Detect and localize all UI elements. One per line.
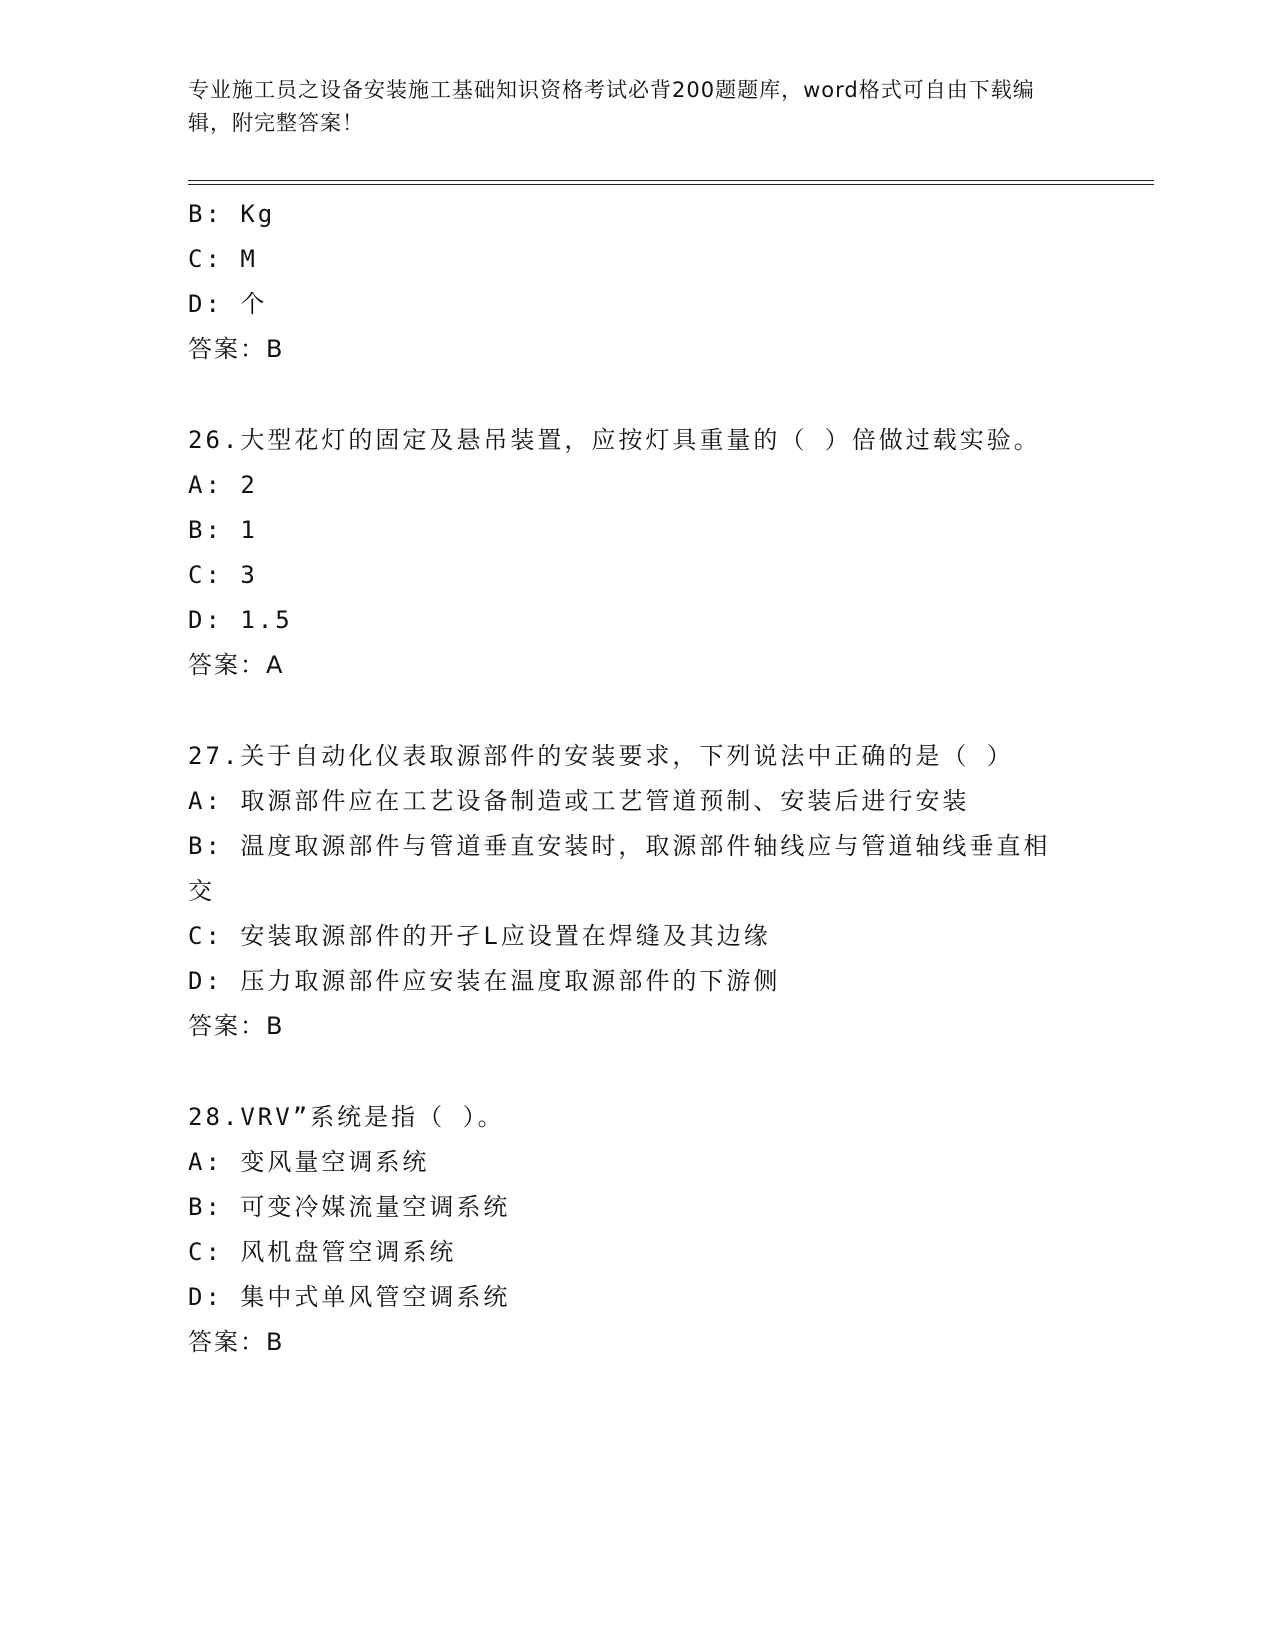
- option-b: B: Kg: [188, 200, 276, 228]
- prev-question-block: [188, 192, 1088, 372]
- option-b: B: 1: [188, 516, 258, 544]
- question-28: [188, 1095, 1088, 1365]
- document-content: [188, 192, 1088, 1365]
- question-26: [188, 418, 1088, 688]
- option-d: D: 个: [188, 290, 268, 318]
- question-27: [188, 734, 1088, 1049]
- answer-line: 答案：B: [188, 1012, 285, 1040]
- answer-line: 答案：B: [188, 335, 285, 363]
- option-a: A: 2: [188, 471, 258, 499]
- option-b: B: 温度取源部件与管道垂直安装时，取源部件轴线应与管道轴线垂直相交: [188, 832, 1051, 905]
- option-c: C: 3: [188, 561, 258, 589]
- question-stem: 26.大型花灯的固定及悬吊装置，应按灯具重量的（ ）倍做过载实验。: [188, 426, 1041, 454]
- option-d: D: 1.5: [188, 606, 293, 634]
- option-c: C: 安装取源部件的开孑L应设置在焊缝及其边缘: [188, 922, 771, 950]
- document-header: 专业施工员之设备安装施工基础知识资格考试必背200题题库，word格式可自由下载编辑，附完整答案！: [188, 78, 1035, 135]
- option-a: A: 变风量空调系统: [188, 1148, 430, 1176]
- answer-line: 答案：B: [188, 1328, 285, 1356]
- option-c: C: M: [188, 245, 258, 273]
- option-d: D: 压力取源部件应安装在温度取源部件的下游侧: [188, 967, 781, 995]
- question-stem: 28.VRV”系统是指（ ）。: [188, 1103, 505, 1131]
- option-a: A: 取源部件应在工艺设备制造或工艺管道预制、安装后进行安装: [188, 787, 970, 815]
- option-d: D: 集中式单风管空调系统: [188, 1283, 511, 1311]
- header-divider: [188, 180, 1154, 185]
- option-b: B: 可变冷媒流量空调系统: [188, 1193, 511, 1221]
- question-stem: 27.关于自动化仪表取源部件的安装要求，下列说法中正确的是（ ）: [188, 742, 1014, 770]
- option-c: C: 风机盘管空调系统: [188, 1238, 457, 1266]
- answer-line: 答案：A: [188, 651, 285, 679]
